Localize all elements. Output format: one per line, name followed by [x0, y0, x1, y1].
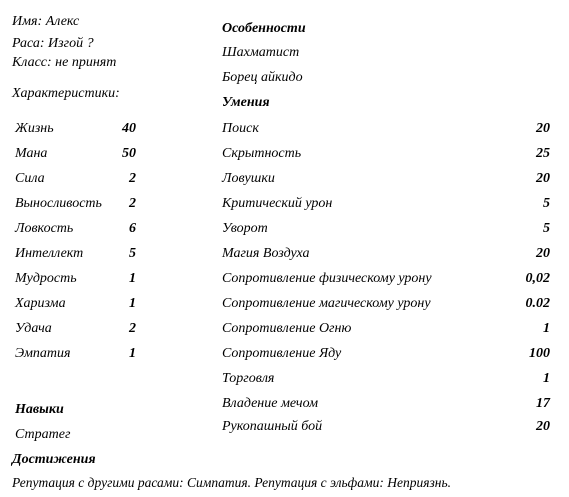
ability-value: 25	[536, 146, 550, 161]
ability-label: Сопротивление Огню	[222, 321, 352, 336]
ability-label: Поиск	[222, 121, 259, 136]
stat-label: Эмпатия	[15, 346, 71, 361]
skills-heading: Навыки	[15, 402, 64, 417]
stat-value: 1	[129, 296, 136, 311]
ability-label: Рукопашный бой	[222, 419, 323, 434]
stat-label: Мудрость	[15, 271, 77, 286]
ability-value: 0.02	[525, 296, 550, 311]
feature-item: Борец айкидо	[222, 70, 303, 85]
abilities-heading: Умения	[222, 95, 270, 110]
ability-label: Владение мечом	[222, 396, 318, 411]
ability-value: 20	[536, 419, 550, 434]
stat-value: 50	[122, 146, 136, 161]
ability-label: Сопротивление физическому урону	[222, 271, 432, 286]
ability-label: Ловушки	[222, 171, 275, 186]
ability-value: 1	[543, 321, 550, 336]
achievements-text: Репутация с другими расами: Симпатия. Репутация с эльфами: Неприязнь.	[12, 475, 451, 490]
stat-label: Удача	[15, 321, 52, 336]
characteristics-heading: Характеристики:	[12, 86, 120, 101]
stat-label: Мана	[15, 146, 48, 161]
ability-value: 100	[529, 346, 550, 361]
features-heading: Особенности	[222, 21, 306, 36]
stat-value: 1	[129, 271, 136, 286]
stat-value: 2	[129, 196, 136, 211]
ability-value: 17	[536, 396, 550, 411]
skill-item: Стратег	[15, 427, 71, 442]
achievements-heading: Достижения	[12, 452, 96, 467]
stat-value: 1	[129, 346, 136, 361]
ability-label: Уворот	[222, 221, 268, 236]
ability-label: Сопротивление магическому урону	[222, 296, 431, 311]
ability-value: 5	[543, 221, 550, 236]
stat-label: Интеллект	[15, 246, 84, 261]
stat-value: 5	[129, 246, 136, 261]
feature-item: Шахматист	[222, 45, 300, 60]
ability-label: Магия Воздуха	[222, 246, 310, 261]
ability-label: Торговля	[222, 371, 275, 386]
ability-label: Сопротивление Яду	[222, 346, 342, 361]
stat-label: Выносливость	[15, 196, 102, 211]
stat-value: 6	[129, 221, 136, 236]
stat-value: 40	[122, 121, 136, 136]
stat-value: 2	[129, 321, 136, 336]
character-race: Раса: Изгой ?	[12, 36, 94, 51]
ability-value: 1	[543, 371, 550, 386]
ability-label: Скрытность	[222, 146, 302, 161]
stat-value: 2	[129, 171, 136, 186]
ability-value: 0,02	[525, 271, 550, 286]
stat-label: Сила	[15, 171, 45, 186]
ability-value: 20	[536, 121, 550, 136]
ability-value: 20	[536, 246, 550, 261]
ability-value: 20	[536, 171, 550, 186]
stat-label: Харизма	[15, 296, 66, 311]
stat-label: Ловкость	[15, 221, 74, 236]
character-class: Класс: не принят	[12, 55, 117, 70]
stat-label: Жизнь	[15, 121, 54, 136]
character-name: Имя: Алекс	[12, 14, 80, 29]
ability-label: Критический урон	[222, 196, 333, 211]
ability-value: 5	[543, 196, 550, 211]
